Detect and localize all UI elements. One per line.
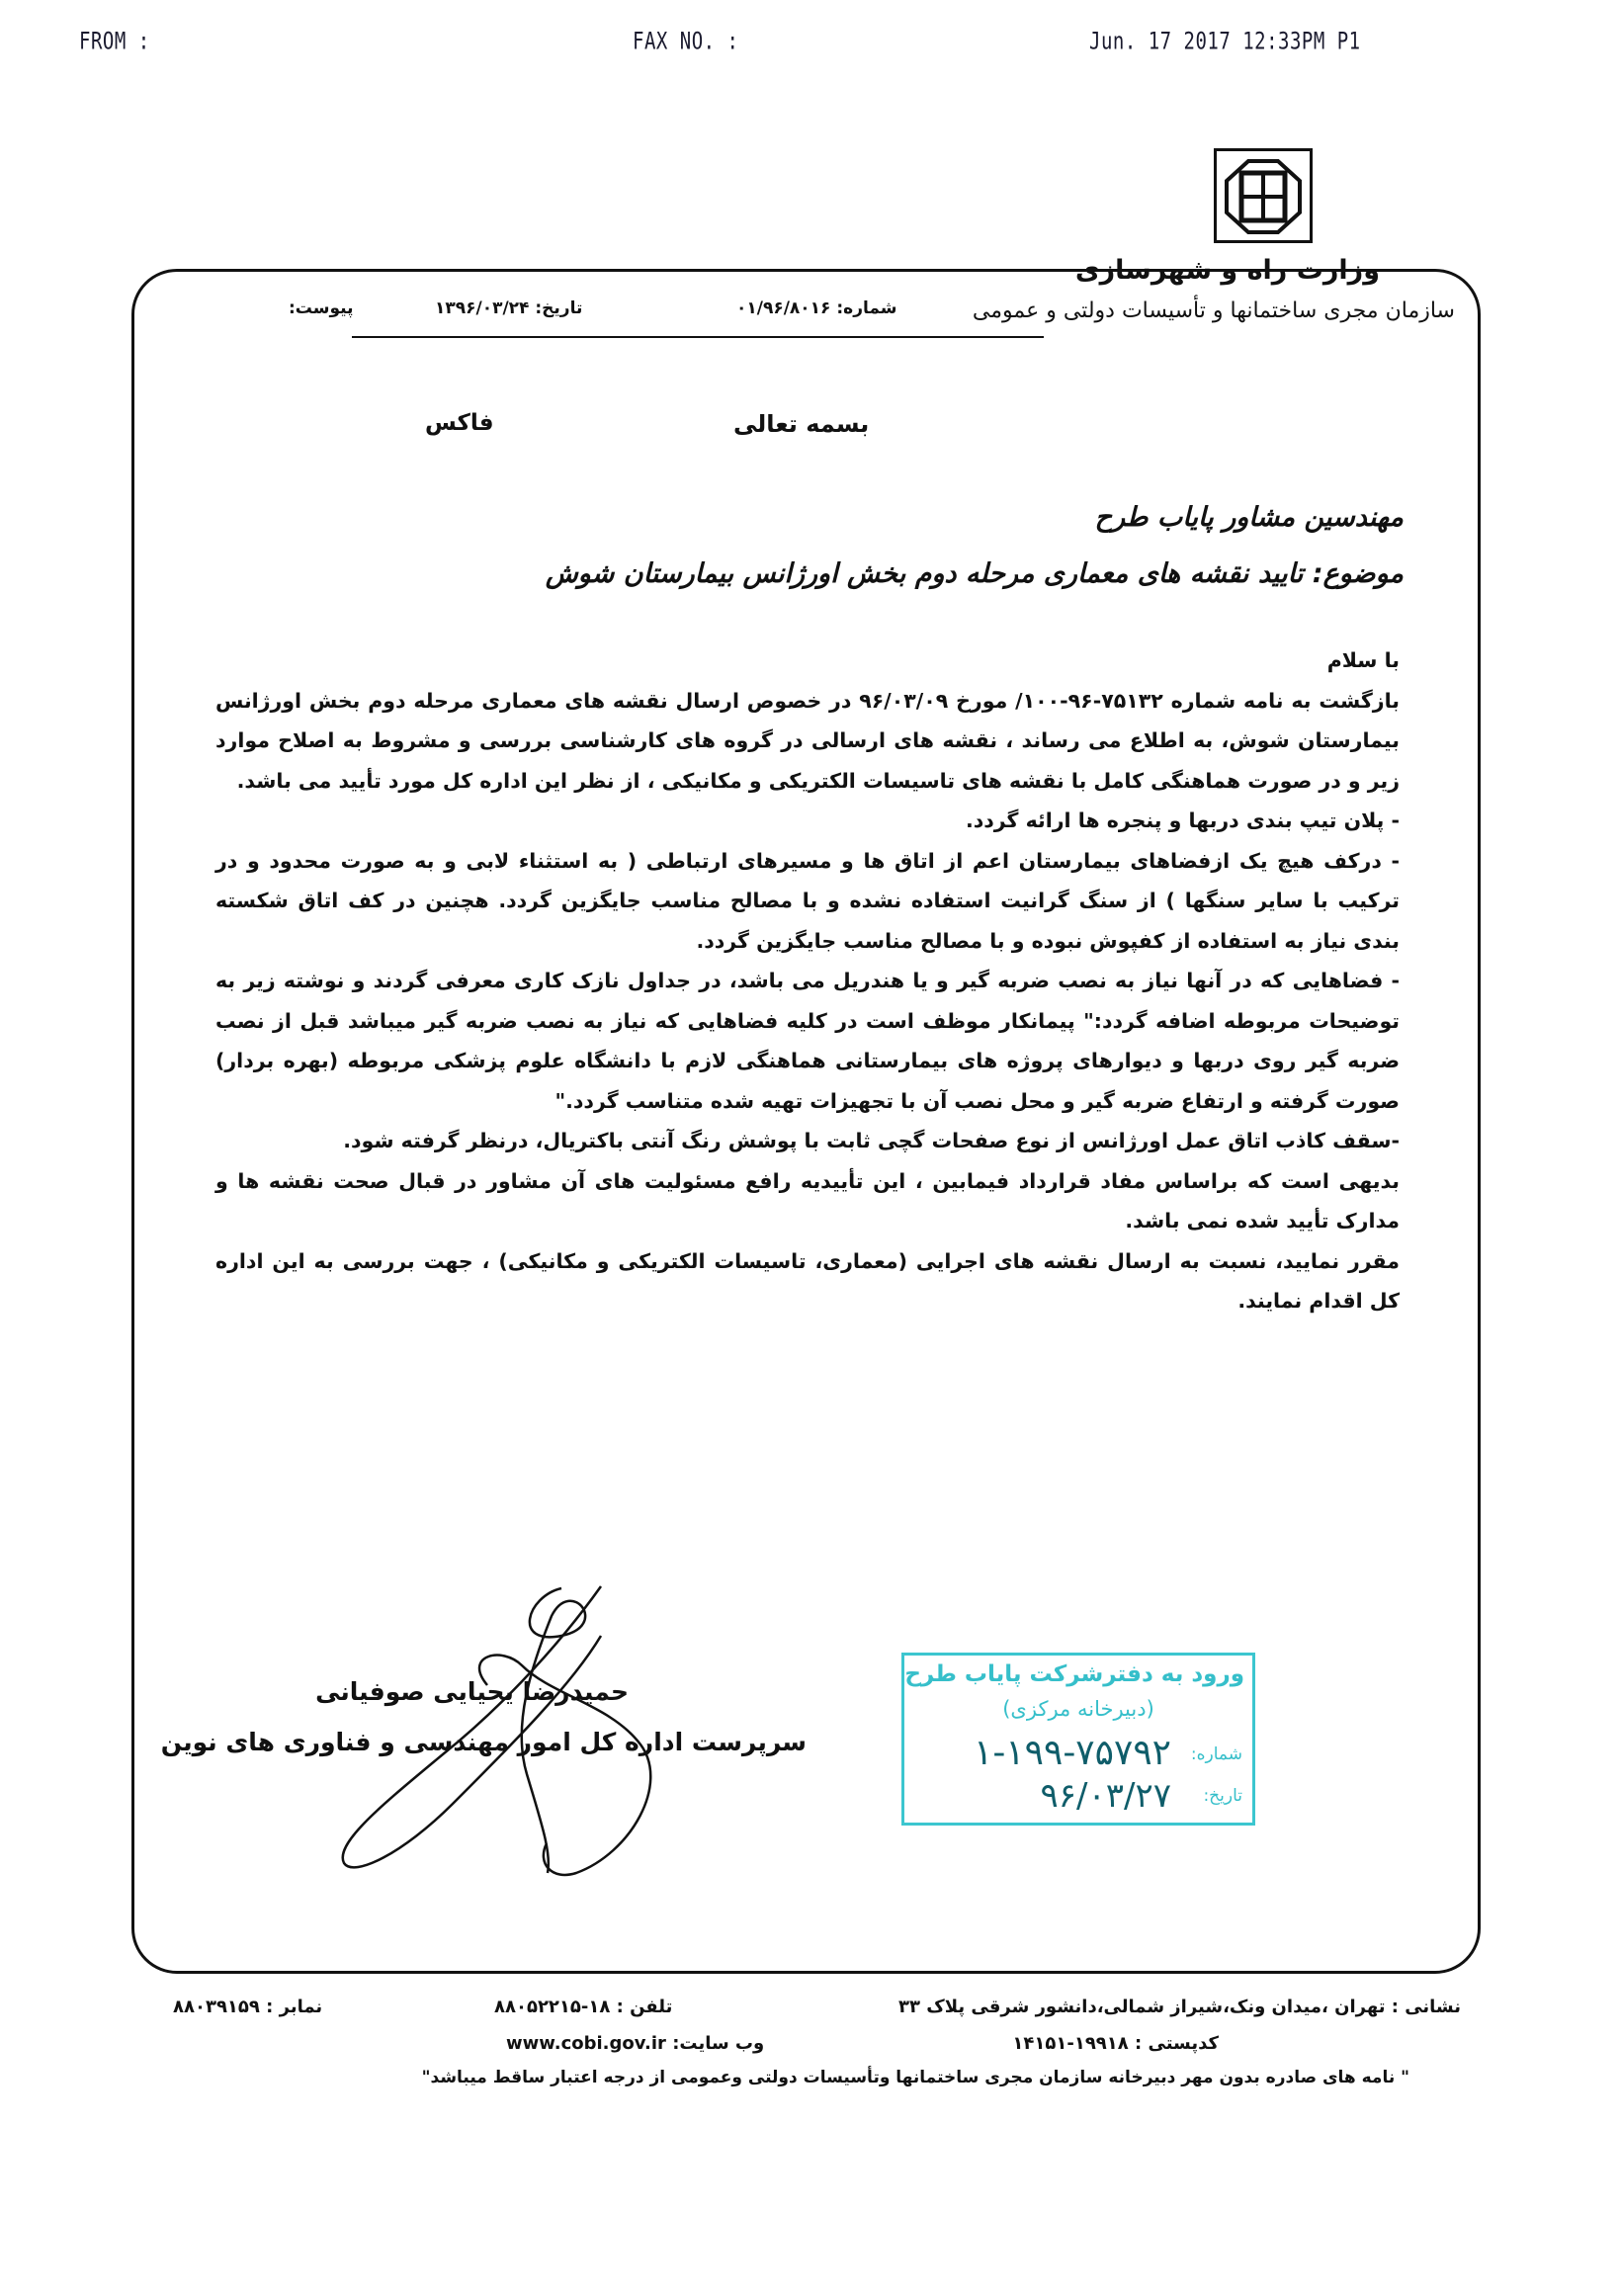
bismillah-heading: بسمه تعالی — [733, 410, 870, 438]
stamp-number-label: شماره: — [1190, 1744, 1242, 1764]
signer-title: سرپرست اداره کل امور مهندسی و فناوری های نوین — [160, 1728, 807, 1756]
stamp-subtitle: (دبیرخانه مرکزی) — [1002, 1697, 1154, 1721]
footer-disclaimer: " نامه های صادره بدون مهر دبیرخانه سازمان مجری ساختمانها وتأسیسات دولتی وعمومی از درجه اعتبار ساقط میباشد" — [421, 2068, 1409, 2087]
received-stamp — [901, 1653, 1255, 1826]
greeting: با سلام — [1326, 648, 1400, 672]
body-paragraph: - فضاهایی که در آنها نیاز به نصب ضربه گیر و یا هندریل می باشد، در جداول نازک کاری معرفی گردند و نوشته زیر به توضیحات مربوطه اضافه گردد:" پیمانکار موظف است در کلیه فضاهایی که نیاز به نصب ضربه گیر میباشد قبل از نصب ضربه گیر روی دربها و دیوارهای پروژه های بیمارستانی هماهنگی لازم با دانشگاه علوم پزشکی مربوطه (بهره بردار) صورت گرفته و ارتفاع ضربه گیر و محل نصب آن با تجهیزات تهیه شده متناسب گردد." — [215, 969, 1400, 1113]
stamp-title: ورود به دفترشرکت پایاب طرح — [904, 1661, 1244, 1687]
footer-address: نشانی : تهران ،میدان ونک،شیراز شمالی،دانشور شرقی پلاک ۳۳ — [898, 1997, 1461, 2017]
attachment-label: پیوست: — [289, 298, 354, 318]
window-octagon-icon — [1221, 155, 1306, 238]
letter-date — [435, 298, 582, 328]
recipient: مهندسین مشاور پایاب طرح — [1094, 502, 1404, 533]
fax-number-label: FAX NO. : — [633, 28, 739, 55]
body-paragraph: بازگشت به نامه شماره ۷۵۱۳۲-۹۶-۱۰۰/ مورخ ۹۶/۰۳/۰۹ در خصوص ارسال نقشه های معماری مرحله دوم بخش اورژانس بیمارستان شوش، به اطلاع می رساند ، نقشه های ارسالی در گروه های کارشناسی بررسی و مشروط به اصلاح موارد زیر و در صورت هماهنگی کامل با نقشه های تاسیسات الکتریکی و مکانیکی ، از نظر این اداره کل مورد تأیید می باشد. — [215, 688, 1400, 793]
footer-phone: تلفن : ۱۸-۸۸۰۵۲۲۱۵ — [494, 1997, 673, 2017]
website-label: وب سایت: — [672, 2033, 765, 2054]
ministry-name: وزارت راه و شهرسازی — [1074, 255, 1380, 286]
letter-number-value: ۰۱/۹۶/۸۰۱۶ — [736, 298, 831, 318]
letter-number-label: شماره: — [836, 298, 897, 318]
document-type-label: فاکس — [425, 410, 494, 436]
stamp-date-value: ۹۶/۰۳/۲۷ — [1040, 1776, 1171, 1816]
letter-date-value: ۱۳۹۶/۰۳/۲۴ — [435, 298, 530, 318]
body-paragraph: - درکف هیچ یک ازفضاهای بیمارستان اعم از اتاق ها و مسیرهای ارتباطی ( به استثناء لابی و به صورت محدود و در ترکیب با سایر سنگها ) از سنگ گرانیت استفاده نشده و با مصالح مناسب جایگزین گردد. هچنین در کف اتاق شکسته بندی نیاز به استفاده از کفپوش نبوده و با مصالح مناسب جایگزین گردد. — [215, 848, 1400, 953]
fax-transmission-header — [0, 28, 1619, 67]
fax-timestamp: Jun. 17 2017 12:33PM P1 — [1089, 28, 1361, 55]
fax-from-label: FROM : — [79, 28, 150, 55]
body-paragraph: -سقف کاذب اتاق عمل اورژانس از نوع صفحات گچی ثابت با پوشش رنگ آنتی باکتریال، درنظر گرفته شود. — [343, 1129, 1400, 1152]
organization-name: سازمان مجری ساختمانها و تأسیسات دولتی و عمومی — [972, 298, 1455, 323]
signer-name: حمیدرضا یحیایی صوفیانی — [315, 1677, 629, 1706]
website-link[interactable]: www.cobi.gov.ir — [506, 2033, 666, 2054]
body-paragraph: - پلان تیپ بندی دربها و پنجره ها ارائه گردد. — [965, 808, 1400, 832]
meta-divider — [352, 336, 1044, 338]
subject-line: موضوع: تایید نقشه های معماری مرحله دوم بخش اورژانس بیمارستان شوش — [545, 558, 1404, 589]
body-paragraph: مقرر نمایید، نسبت به ارسال نقشه های اجرایی (معماری، تاسیسات الکتریکی و مکانیکی) ، جهت بررسی به این اداره کل اقدام نمایند. — [215, 1248, 1400, 1313]
footer-postal-code: کدپستی : ۱۹۹۱۸-۱۴۱۵۱ — [1012, 2033, 1219, 2054]
body-paragraph: بدیهی است که براساس مفاد قرارداد فیمابین ، این تأییدیه رافع مسئولیت های آن مشاور در قبال صحت نقشه ها و مدارک تأیید شده نمی باشد. — [215, 1168, 1400, 1233]
letter-date-label: تاریخ: — [535, 298, 583, 318]
footer-website — [506, 2033, 764, 2063]
ministry-logo-icon — [1214, 148, 1313, 243]
footer-fax: نمابر : ۸۸۰۳۹۱۵۹ — [173, 1997, 323, 2017]
letter-body — [215, 640, 1400, 1321]
stamp-number-value: ۱-۱۹۹-۷۵۷۹۲ — [973, 1733, 1171, 1773]
letter-number — [736, 298, 896, 328]
stamp-date-label: تاریخ: — [1203, 1786, 1242, 1806]
